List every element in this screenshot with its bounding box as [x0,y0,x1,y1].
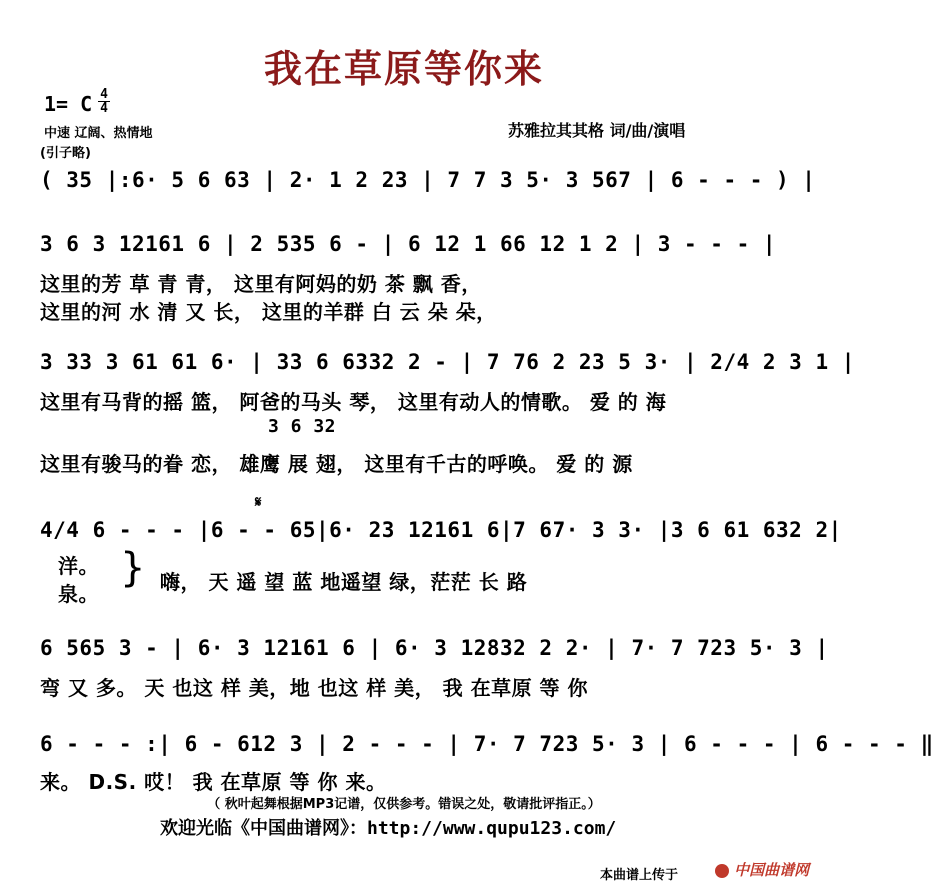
site-logo[interactable] [715,859,810,883]
logo-icon [715,864,729,878]
score-variant: 3 6 32 [268,416,337,437]
lyric-verse1-line1: 这里的芳 草 青 青， 这里有阿妈的奶 茶 飘 香， [40,272,482,296]
score-line-4: 4/4 6 - - - |6 - - 65|6· 23 12161 6|7 67· 3 3· |3 6 61 632 2| [40,518,842,542]
lyric-ending-1: 洋。 [58,554,99,578]
lyric-line-6: 来。 D.S. 哎！ 我 在草原 等 你 来。 [40,770,387,794]
upload-footer: 本曲谱上传于 [600,868,679,883]
time-signature [98,88,110,115]
tempo-marking: 中速 辽阔、热情地 [44,126,153,141]
lyric-verse1-line2: 这里有马背的摇 篮， 阿爸的马头 琴， 这里有动人的情歌。 爱 的 海 [40,390,667,414]
transcription-note: （ 秋叶起舞根据MP3记谱，仅供参考。错误之处，敬请批评指正。） [207,797,601,812]
welcome-line: 欢迎光临《中国曲谱网》：http://www.qupu123.com/ [160,818,617,839]
score-line-1: ( 35 |:6· 5 6 63 | 2· 1 2 23 | 7 7 3 5· 3 567 | 6 - - - ) | [40,168,816,192]
score-line-6: 6 - - - :| 6 - 612 3 | 2 - - - | 7· 7 723 5· 3 | 6 - - - | 6 - - - ‖ [40,732,934,756]
lyric-verse2-line1: 这里的河 水 清 又 长， 这里的羊群 白 云 朵 朵， [40,300,497,324]
time-signature-bottom: 4 [100,101,108,116]
key-signature: 1= C [44,92,93,116]
segno-icon: 𝄋 [255,493,262,511]
lyric-verse2-line2: 这里有骏马的眷 恋， 雄鹰 展 翅， 这里有千古的呼唤。 爱 的 源 [40,452,633,476]
intro-note: (引子略) [40,146,91,161]
brace-icon: } [120,545,146,591]
lyric-ending-2: 泉。 [58,582,99,606]
lyric-line-4: 嗨， 天 遥 望 蓝 地遥望 绿，茫茫 长 路 [160,570,528,594]
score-line-3: 3 33 3 61 61 6· | 33 6 6332 2 - | 7 76 2 23 5 3· | 2/4 2 3 1 | [40,350,855,374]
logo-text: 中国曲谱网 [734,861,810,879]
score-line-5: 6 565 3 - | 6· 3 12161 6 | 6· 3 12832 2 2· | 7· 7 723 5· 3 | [40,636,829,660]
page-title: 我在草原等你来 [263,46,544,91]
lyric-line-5: 弯 又 多。 天 也这 样 美，地 也这 样 美， 我 在草原 等 你 [40,676,589,700]
credit-line: 苏雅拉其其格 词/曲/演唱 [508,121,686,140]
time-signature-top: 4 [100,87,108,102]
score-line-2: 3 6 3 12161 6 | 2 535 6 - | 6 12 1 66 12 1 2 | 3 - - - | [40,232,777,256]
